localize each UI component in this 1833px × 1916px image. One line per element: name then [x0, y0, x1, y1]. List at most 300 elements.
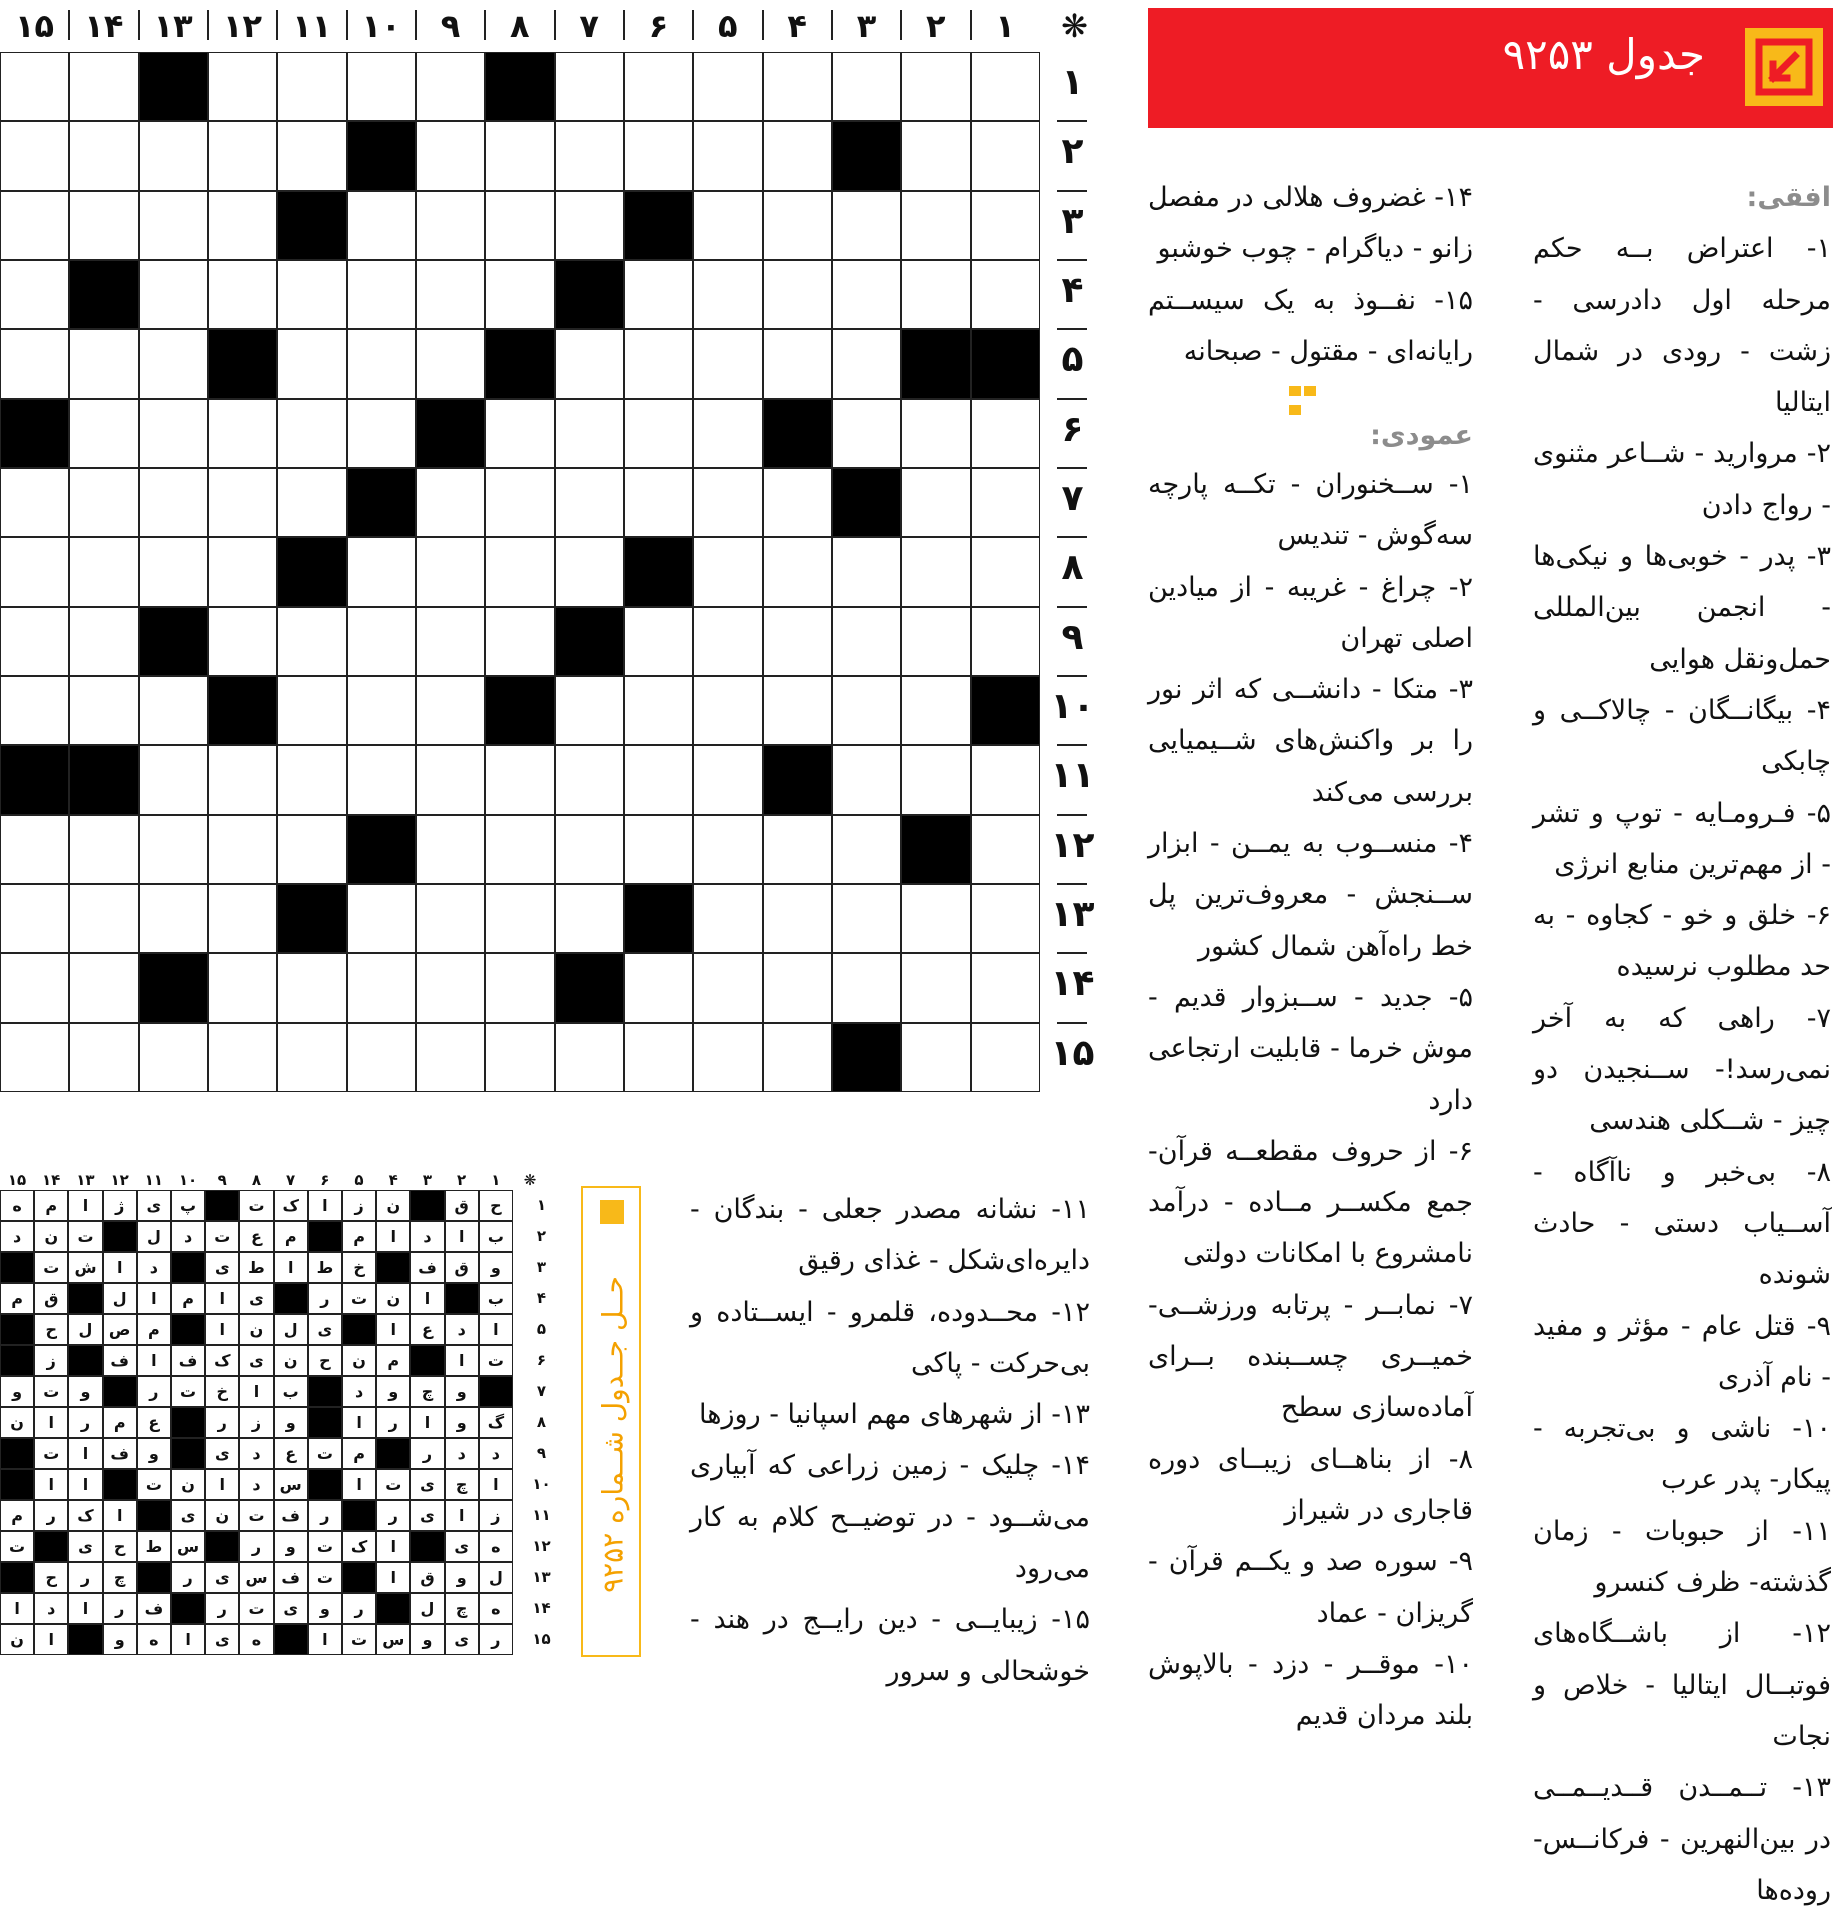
grid-cell[interactable] [971, 815, 1040, 884]
solution-cell: ت [34, 1376, 68, 1407]
grid-cell[interactable] [347, 745, 416, 814]
solution-black-cell [479, 1376, 513, 1407]
solution-cell: ت [239, 1190, 273, 1221]
grid-cell[interactable] [763, 121, 832, 190]
grid-cell[interactable] [901, 1023, 970, 1092]
grid-column-number: ۱۵ [14, 7, 55, 45]
solution-cell: ت [205, 1221, 239, 1252]
grid-cell[interactable] [208, 121, 277, 190]
grid-cell[interactable] [763, 676, 832, 745]
solution-black-cell [68, 1283, 102, 1314]
grid-cell[interactable] [763, 260, 832, 329]
solution-cell: ی [205, 1252, 239, 1283]
grid-cell[interactable] [69, 953, 138, 1022]
solution-cell: ف [410, 1252, 444, 1283]
black-cell [555, 953, 624, 1022]
grid-cell[interactable] [624, 953, 693, 1022]
solution-cell: و [410, 1624, 444, 1655]
grid-cell[interactable] [277, 815, 346, 884]
grid-cell[interactable] [624, 1023, 693, 1092]
grid-cell[interactable] [555, 815, 624, 884]
solution-cell: ف [103, 1345, 137, 1376]
grid-cell[interactable] [763, 329, 832, 398]
grid-cell[interactable] [416, 1023, 485, 1092]
solution-row-number: ۱۱ [532, 1506, 551, 1524]
solution-row-number: ۸ [536, 1413, 547, 1431]
grid-cell[interactable] [624, 52, 693, 121]
grid-cell[interactable] [208, 815, 277, 884]
grid-cell[interactable] [208, 399, 277, 468]
grid-cell[interactable] [971, 745, 1040, 814]
grid-cell[interactable] [971, 953, 1040, 1022]
solution-row-number: ۴ [536, 1289, 547, 1307]
grid-cell[interactable] [347, 1023, 416, 1092]
grid-cell[interactable] [277, 607, 346, 676]
grid-cell[interactable] [485, 953, 554, 1022]
grid-cell[interactable] [347, 191, 416, 260]
solution-cell: ا [410, 1407, 444, 1438]
grid-cell[interactable] [693, 884, 762, 953]
solution-cell: ز [239, 1407, 273, 1438]
solution-cell: م [342, 1221, 376, 1252]
grid-row-number: ۱۵ [1050, 1032, 1095, 1074]
grid-cell[interactable] [555, 329, 624, 398]
grid-cell[interactable] [901, 884, 970, 953]
solution-cell: ه [479, 1531, 513, 1562]
grid-cell[interactable] [0, 607, 69, 676]
grid-cell[interactable] [69, 52, 138, 121]
grid-row-number: ۱۴ [1050, 963, 1095, 1005]
grid-cell[interactable] [0, 815, 69, 884]
grid-cell[interactable] [624, 399, 693, 468]
grid-cell[interactable] [69, 329, 138, 398]
grid-cell[interactable] [555, 399, 624, 468]
grid-cell[interactable] [416, 52, 485, 121]
grid-cell[interactable] [416, 745, 485, 814]
grid-cell[interactable] [901, 953, 970, 1022]
grid-cell[interactable] [347, 884, 416, 953]
grid-cell[interactable] [901, 745, 970, 814]
grid-cell[interactable] [139, 815, 208, 884]
grid-cell[interactable] [139, 537, 208, 606]
grid-cell[interactable] [416, 191, 485, 260]
grid-cell[interactable] [971, 1023, 1040, 1092]
grid-cell[interactable] [832, 537, 901, 606]
grid-cell[interactable] [416, 260, 485, 329]
grid-cell[interactable] [347, 399, 416, 468]
grid-cell[interactable] [693, 468, 762, 537]
grid-cell[interactable] [0, 260, 69, 329]
solution-cell: چ [103, 1562, 137, 1593]
solution-cell: ت [68, 1221, 102, 1252]
grid-cell[interactable] [693, 745, 762, 814]
grid-cell[interactable] [277, 745, 346, 814]
clue-h-7: ۷- راهی که به آخر نمی‌رسد!- ســنجیدن دو چیز - شــکلی هندسی [1533, 1002, 1831, 1137]
grid-cell[interactable] [624, 121, 693, 190]
black-cell [69, 745, 138, 814]
grid-column-number: ۵ [718, 7, 738, 45]
grid-column-number: ۶ [648, 7, 669, 45]
solution-cell: و [68, 1376, 102, 1407]
grid-cell[interactable] [971, 607, 1040, 676]
grid-cell[interactable] [69, 607, 138, 676]
solution-cell: ا [68, 1190, 102, 1221]
grid-cell[interactable] [416, 953, 485, 1022]
grid-cell[interactable] [0, 884, 69, 953]
grid-cell[interactable] [347, 537, 416, 606]
grid-cell[interactable] [208, 52, 277, 121]
grid-cell[interactable] [693, 815, 762, 884]
grid-cell[interactable] [0, 191, 69, 260]
grid-cell[interactable] [624, 745, 693, 814]
solution-black-cell [0, 1469, 34, 1500]
solution-cell: ی [410, 1500, 444, 1531]
grid-cell[interactable] [693, 121, 762, 190]
row-separator [1057, 675, 1087, 677]
grid-cell[interactable] [693, 329, 762, 398]
grid-cell[interactable] [208, 468, 277, 537]
clue-h-3: ۳- پدر - خوبی‌ها و نیکی‌ها - انجمن بین‌المللی حمل‌ونقل هوایی [1533, 541, 1831, 675]
grid-cell[interactable] [555, 745, 624, 814]
grid-cell[interactable] [69, 676, 138, 745]
grid-cell[interactable] [69, 399, 138, 468]
grid-cell[interactable] [971, 468, 1040, 537]
grid-cell[interactable] [693, 1023, 762, 1092]
grid-cell[interactable] [693, 260, 762, 329]
grid-cell[interactable] [485, 815, 554, 884]
grid-cell[interactable] [485, 745, 554, 814]
grid-cell[interactable] [485, 399, 554, 468]
solution-cell: ف [137, 1593, 171, 1624]
solution-cell: ع [410, 1314, 444, 1345]
grid-cell[interactable] [347, 329, 416, 398]
grid-cell[interactable] [693, 191, 762, 260]
solution-cell: ا [137, 1345, 171, 1376]
grid-cell[interactable] [0, 676, 69, 745]
grid-cell[interactable] [139, 676, 208, 745]
grid-cell[interactable] [208, 884, 277, 953]
grid-cell[interactable] [485, 468, 554, 537]
grid-cell[interactable] [624, 676, 693, 745]
grid-cell[interactable] [971, 884, 1040, 953]
solution-cell: ر [342, 1593, 376, 1624]
grid-cell[interactable] [971, 399, 1040, 468]
solution-black-cell [137, 1562, 171, 1593]
grid-cell[interactable] [693, 399, 762, 468]
grid-cell[interactable] [832, 191, 901, 260]
grid-cell[interactable] [277, 1023, 346, 1092]
solution-cell: ی [239, 1345, 273, 1376]
grid-cell[interactable] [832, 815, 901, 884]
solution-cell: ل [410, 1593, 444, 1624]
horizontal-clues-continued [1148, 172, 1473, 377]
solution-cell: د [0, 1221, 34, 1252]
grid-cell[interactable] [69, 121, 138, 190]
grid-cell[interactable] [416, 607, 485, 676]
grid-row-number: ۱۳ [1050, 893, 1095, 935]
grid-cell[interactable] [139, 191, 208, 260]
grid-column-number: ۱۴ [84, 7, 124, 45]
grid-cell[interactable] [901, 468, 970, 537]
grid-cell[interactable] [555, 121, 624, 190]
grid-cell[interactable] [208, 260, 277, 329]
grid-cell[interactable] [416, 884, 485, 953]
solution-cell: ر [308, 1283, 342, 1314]
grid-cell[interactable] [69, 815, 138, 884]
grid-cell[interactable] [901, 121, 970, 190]
solution-cell: ی [205, 1624, 239, 1655]
solution-cell: ح [308, 1345, 342, 1376]
solution-cell: ه [0, 1190, 34, 1221]
grid-cell[interactable] [0, 1023, 69, 1092]
grid-cell[interactable] [277, 260, 346, 329]
solution-cell: ا [445, 1221, 479, 1252]
solution-cell: ف [274, 1500, 308, 1531]
grid-cell[interactable] [69, 884, 138, 953]
grid-cell[interactable] [416, 329, 485, 398]
solution-cell: ن [274, 1345, 308, 1376]
grid-cell[interactable] [971, 260, 1040, 329]
grid-cell[interactable] [901, 607, 970, 676]
grid-cell[interactable] [763, 468, 832, 537]
solution-black-cell [342, 1500, 376, 1531]
grid-cell[interactable] [208, 745, 277, 814]
grid-cell[interactable] [208, 607, 277, 676]
solution-cell: س [376, 1624, 410, 1655]
solution-cell: ع [274, 1438, 308, 1469]
grid-cell[interactable] [277, 468, 346, 537]
grid-cell[interactable] [277, 121, 346, 190]
grid-cell[interactable] [555, 884, 624, 953]
grid-cell[interactable] [624, 329, 693, 398]
solution-black-cell [342, 1562, 376, 1593]
row-separator [1057, 120, 1087, 122]
grid-cell[interactable] [347, 607, 416, 676]
grid-cell[interactable] [555, 676, 624, 745]
grid-cell[interactable] [485, 121, 554, 190]
grid-cell[interactable] [0, 537, 69, 606]
grid-cell[interactable] [416, 676, 485, 745]
solution-cell: ب [479, 1283, 513, 1314]
solution-cell: ف [274, 1562, 308, 1593]
solution-cell: و [103, 1624, 137, 1655]
grid-cell[interactable] [555, 537, 624, 606]
solution-cell: پ [171, 1190, 205, 1221]
solution-cell: ر [376, 1407, 410, 1438]
grid-cell[interactable] [139, 884, 208, 953]
grid-cell[interactable] [485, 537, 554, 606]
grid-cell[interactable] [832, 260, 901, 329]
puzzle-title: جدول ۹۲۵۳ [1502, 30, 1705, 79]
solution-cell: ا [479, 1314, 513, 1345]
grid-cell[interactable] [347, 260, 416, 329]
solution-black-cell [308, 1221, 342, 1252]
grid-cell[interactable] [139, 468, 208, 537]
clue-h-13: ۱۳- تــمــدن قــدیــمــی در بین‌النهرین - فرکانــس- روده‌ها [1533, 1772, 1831, 1906]
solution-cell: م [376, 1345, 410, 1376]
solution-cell: ا [205, 1314, 239, 1345]
black-cell [277, 537, 346, 606]
grid-cell[interactable] [971, 537, 1040, 606]
solution-cell: ر [479, 1624, 513, 1655]
solution-cell: و [445, 1562, 479, 1593]
solution-cell: و [376, 1376, 410, 1407]
row-separator [1057, 328, 1087, 330]
grid-cell[interactable] [693, 676, 762, 745]
grid-column-number: ۸ [510, 7, 530, 45]
grid-cell[interactable] [555, 191, 624, 260]
solution-cell: ت [308, 1562, 342, 1593]
grid-cell[interactable] [208, 953, 277, 1022]
grid-cell[interactable] [901, 537, 970, 606]
grid-cell[interactable] [69, 468, 138, 537]
grid-cell[interactable] [208, 191, 277, 260]
grid-cell[interactable] [485, 191, 554, 260]
solution-cell: د [239, 1469, 273, 1500]
grid-cell[interactable] [832, 884, 901, 953]
solution-cell: ن [34, 1221, 68, 1252]
grid-cell[interactable] [901, 260, 970, 329]
grid-cell[interactable] [208, 1023, 277, 1092]
solution-cell: ر [239, 1531, 273, 1562]
solution-cell: ک [342, 1531, 376, 1562]
grid-cell[interactable] [901, 399, 970, 468]
grid-cell[interactable] [69, 191, 138, 260]
grid-cell[interactable] [277, 399, 346, 468]
grid-cell[interactable] [832, 607, 901, 676]
solution-black-cell [0, 1345, 34, 1376]
grid-cell[interactable] [832, 52, 901, 121]
grid-cell[interactable] [555, 52, 624, 121]
grid-cell[interactable] [416, 468, 485, 537]
grid-cell[interactable] [832, 953, 901, 1022]
solution-cell: ی [308, 1314, 342, 1345]
grid-cell[interactable] [485, 1023, 554, 1092]
solution-black-cell [410, 1190, 444, 1221]
grid-cell[interactable] [832, 399, 901, 468]
grid-cell[interactable] [139, 260, 208, 329]
grid-cell[interactable] [624, 815, 693, 884]
section-divider-dots [1289, 381, 1333, 391]
solution-row-number: ۷ [536, 1382, 547, 1400]
grid-cell[interactable] [832, 329, 901, 398]
grid-cell[interactable] [763, 884, 832, 953]
grid-cell[interactable] [693, 537, 762, 606]
grid-cell[interactable] [763, 815, 832, 884]
grid-cell[interactable] [347, 676, 416, 745]
grid-column-number: ۱۳ [153, 7, 193, 45]
grid-cell[interactable] [832, 745, 901, 814]
clue-h-2: ۲- مروارید - شــاعر مثنوی - رواج دادن [1533, 438, 1831, 521]
grid-cell[interactable] [624, 468, 693, 537]
grid-cell[interactable] [763, 1023, 832, 1092]
solution-black-cell [308, 1376, 342, 1407]
grid-cell[interactable] [139, 745, 208, 814]
grid-cell[interactable] [555, 1023, 624, 1092]
grid-cell[interactable] [277, 329, 346, 398]
grid-cell[interactable] [485, 607, 554, 676]
grid-column-number: ۱ [995, 7, 1015, 45]
solution-row-number: ۵ [536, 1320, 547, 1338]
grid-column-number: ۳ [856, 7, 877, 45]
grid-cell[interactable] [693, 607, 762, 676]
clue-v-13: ۱۳- از شهرهای مهم اسپانیا - روزها [699, 1399, 1090, 1431]
solution-cell: ی [445, 1531, 479, 1562]
solution-cell: ح [103, 1531, 137, 1562]
grid-cell[interactable] [971, 191, 1040, 260]
solution-grid [0, 1190, 555, 1655]
grid-cell[interactable] [624, 260, 693, 329]
solution-cell: ت [171, 1376, 205, 1407]
grid-cell[interactable] [69, 537, 138, 606]
grid-cell[interactable] [763, 191, 832, 260]
grid-cell[interactable] [971, 52, 1040, 121]
grid-cell[interactable] [347, 953, 416, 1022]
black-cell [277, 191, 346, 260]
grid-cell[interactable] [832, 676, 901, 745]
grid-cell[interactable] [693, 52, 762, 121]
grid-cell[interactable] [624, 607, 693, 676]
black-cell [0, 745, 69, 814]
grid-cell[interactable] [901, 676, 970, 745]
solution-cell: ا [376, 1562, 410, 1593]
grid-cell[interactable] [277, 52, 346, 121]
grid-cell[interactable] [763, 953, 832, 1022]
grid-cell[interactable] [347, 52, 416, 121]
grid-cell[interactable] [416, 121, 485, 190]
clue-v-7: ۷- نمابــر - پرتابه ورزشــی- خمیــری چســبنده بــرای آماده‌سازی سطح [1148, 1289, 1473, 1424]
clue-h-15: ۱۵- نفــوذ به یک سیســتم رایانه‌ای - مقتول - صبحانه [1148, 284, 1473, 367]
grid-cell[interactable] [763, 537, 832, 606]
grid-cell[interactable] [971, 121, 1040, 190]
grid-cell[interactable] [416, 537, 485, 606]
grid-cell[interactable] [416, 815, 485, 884]
solution-cell: ز [479, 1500, 513, 1531]
solution-cell: ا [376, 1221, 410, 1252]
grid-cell[interactable] [139, 399, 208, 468]
grid-cell[interactable] [0, 329, 69, 398]
solution-cell: ی [205, 1562, 239, 1593]
grid-cell[interactable] [693, 953, 762, 1022]
grid-cell[interactable] [555, 468, 624, 537]
clue-v-1: ۱- ســخنوران - تکــه پارچه سه‌گوش - تندیس [1148, 469, 1473, 552]
grid-column-number: ۱۱ [292, 7, 332, 45]
grid-cell[interactable] [485, 260, 554, 329]
grid-cell[interactable] [139, 1023, 208, 1092]
grid-cell[interactable] [0, 121, 69, 190]
solution-corner-mark: ❋ [523, 1171, 537, 1189]
clue-h-1: ۱- اعتراض بــه حکم مرحله اول دادرسی - زشت - رودی در شمال ایتالیا [1533, 233, 1831, 419]
grid-cell[interactable] [901, 52, 970, 121]
grid-cell[interactable] [485, 884, 554, 953]
solution-row-number: ۱ [536, 1196, 547, 1214]
grid-cell[interactable] [901, 191, 970, 260]
clue-h-5: ۵- فـرومـایه - توپ و تشر - از مهم‌ترین منابع انرژی [1533, 797, 1831, 880]
grid-cell[interactable] [277, 953, 346, 1022]
grid-cell[interactable] [0, 52, 69, 121]
grid-cell[interactable] [0, 953, 69, 1022]
grid-cell[interactable] [277, 676, 346, 745]
grid-cell[interactable] [763, 607, 832, 676]
black-cell [347, 121, 416, 190]
grid-row-number: ۴ [1061, 269, 1084, 311]
grid-cell[interactable] [139, 329, 208, 398]
grid-cell[interactable] [763, 52, 832, 121]
grid-cell[interactable] [69, 1023, 138, 1092]
grid-cell[interactable] [139, 121, 208, 190]
grid-cell[interactable] [208, 537, 277, 606]
grid-cell[interactable] [0, 468, 69, 537]
